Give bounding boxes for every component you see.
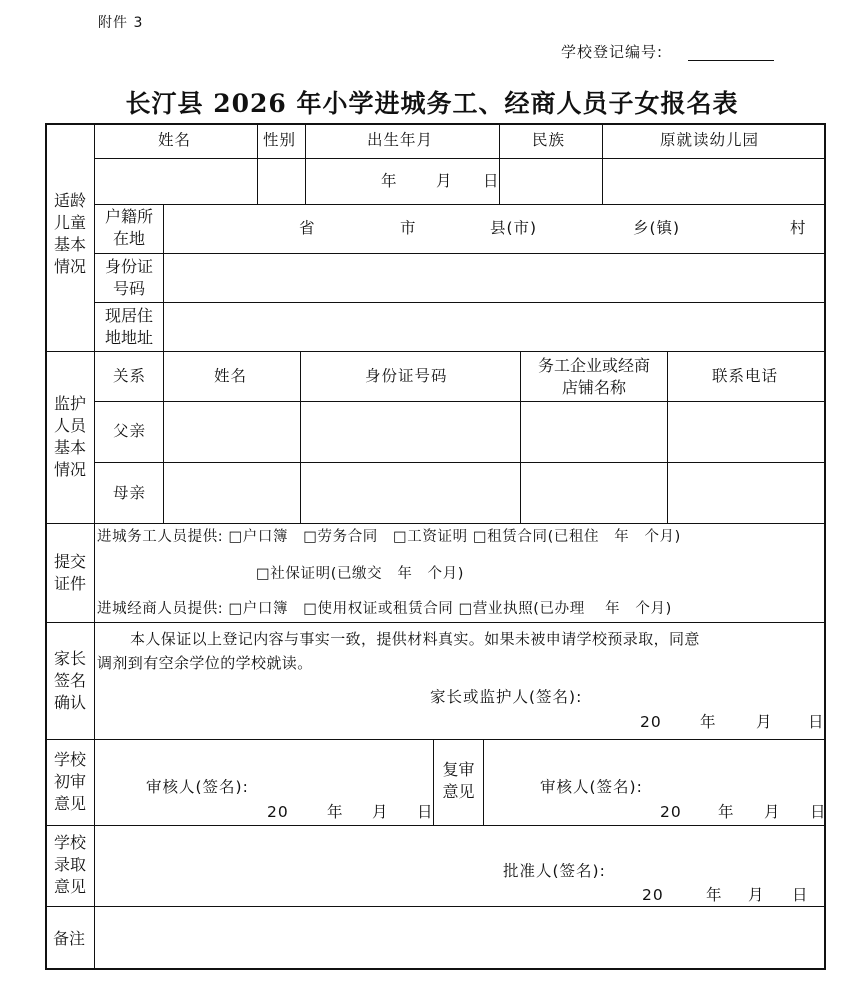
recheck-date-month: 月 (764, 803, 781, 821)
section-label-child: 适龄 儿童 基本 情况 (53, 191, 86, 276)
col-divider (602, 124, 603, 204)
notes-label: 备注 (53, 929, 86, 948)
col-divider (305, 124, 306, 204)
school-registration-label: 学校登记编号: (561, 43, 664, 61)
section-divider (46, 523, 825, 524)
col-header-phone: 联系电话 (712, 367, 779, 385)
parent-date-century: 20 (640, 713, 662, 731)
social-security-line[interactable]: □社保证明(已缴交 年 个月) (256, 566, 465, 582)
col-header-guardian-id: 身份证号码 (365, 367, 448, 385)
attachment-label: 附件 3 (98, 15, 144, 31)
notes-field[interactable] (96, 908, 824, 968)
parent-date-year: 年 (700, 713, 717, 731)
admission-date-year: 年 (706, 886, 723, 904)
approver-label: 批准人(签名): (503, 862, 606, 880)
col-header-name: 姓名 (158, 131, 192, 149)
row-divider (95, 462, 825, 463)
col-divider (483, 740, 484, 825)
admission-date-day: 日 (792, 886, 809, 904)
row-divider (95, 253, 825, 254)
parent-signer-label: 家长或监护人(签名): (430, 688, 583, 706)
hukou-county: 县(市) (490, 219, 538, 237)
hukou-village: 村 (790, 219, 807, 237)
col-header-birth: 出生年月 (367, 131, 434, 149)
child-id-field[interactable] (165, 255, 824, 301)
label-column-divider (94, 124, 95, 969)
col-header-ethnic: 民族 (532, 131, 566, 149)
recheck-date-day: 日 (810, 803, 827, 821)
section-divider (46, 622, 825, 623)
row-divider (95, 204, 825, 205)
col-header-relation: 关系 (113, 367, 147, 385)
birth-month-label: 月 (436, 172, 453, 190)
recheck-date-century: 20 (660, 803, 682, 821)
section-label-admission: 学校 录取 意见 (53, 833, 86, 896)
recheck-reviewer-label: 审核人(签名): (540, 778, 643, 796)
col-divider (499, 124, 500, 204)
col-divider (520, 352, 521, 523)
col-divider (667, 352, 668, 523)
child-address-field[interactable] (165, 304, 824, 350)
admission-date-month: 月 (748, 886, 765, 904)
id-number-label: 身份证 号码 (104, 257, 153, 298)
section-divider (46, 906, 825, 907)
father-id-field[interactable] (302, 403, 519, 461)
row-divider (95, 302, 825, 303)
mother-label: 母亲 (113, 484, 147, 502)
merchant-documents-line[interactable]: 进城经商人员提供: □户口簿 □使用权证或租赁合同 □营业执照(已办理 年 个月) (97, 601, 672, 617)
col-header-company: 务工企业或经商 店铺名称 (537, 356, 650, 397)
child-name-field[interactable] (96, 160, 256, 203)
parent-date-day: 日 (808, 713, 825, 731)
approver-signature-field[interactable] (630, 858, 820, 884)
mother-phone-field[interactable] (669, 464, 824, 522)
col-header-guardian-name: 姓名 (214, 367, 248, 385)
hukou-province: 省 (299, 219, 316, 237)
initial-date-year: 年 (327, 803, 344, 821)
address-label: 现居住 地地址 (104, 306, 153, 347)
form-title: 长汀县 2026 年小学进城务工、经商人员子女报名表 (125, 89, 739, 118)
child-gender-field[interactable] (259, 160, 304, 203)
birth-year-label: 年 (381, 172, 398, 190)
mother-company-field[interactable] (522, 464, 666, 522)
initial-date-century: 20 (267, 803, 289, 821)
col-divider (300, 352, 301, 523)
hukou-town: 乡(镇) (633, 219, 681, 237)
mother-id-field[interactable] (302, 464, 519, 522)
child-ethnic-field[interactable] (501, 160, 601, 203)
pledge-line-2: 调剂到有空余学位的学校就读。 (97, 654, 313, 672)
col-header-gender: 性别 (263, 131, 297, 149)
initial-reviewer-signature-field[interactable] (280, 774, 430, 800)
parent-signature-field[interactable] (620, 684, 820, 710)
birth-day-label: 日 (483, 172, 500, 190)
initial-date-month: 月 (372, 803, 389, 821)
col-header-kindergarten: 原就读幼儿园 (660, 131, 760, 149)
father-label: 父亲 (113, 422, 147, 440)
section-label-initial-review: 学校 初审 意见 (53, 750, 86, 813)
school-registration-number-field[interactable] (688, 60, 774, 61)
parent-date-month: 月 (756, 713, 773, 731)
col-divider (163, 204, 164, 351)
hukou-label: 户籍所 在地 (104, 207, 153, 248)
row-divider (95, 158, 825, 159)
father-phone-field[interactable] (669, 403, 824, 461)
pledge-line-1: 本人保证以上登记内容与事实一致，提供材料真实。如果未被申请学校预录取，同意 (130, 630, 700, 648)
col-divider (163, 352, 164, 523)
recheck-reviewer-signature-field[interactable] (680, 774, 820, 800)
initial-reviewer-label: 审核人(签名): (146, 778, 249, 796)
worker-documents-line[interactable]: 进城务工人员提供: □户口簿 □劳务合同 □工资证明 □租赁合同(已租住 年 个月) (97, 529, 681, 545)
section-divider (46, 739, 825, 740)
col-divider (257, 124, 258, 204)
recheck-date-year: 年 (718, 803, 735, 821)
row-divider (95, 401, 825, 402)
father-company-field[interactable] (522, 403, 666, 461)
mother-name-field[interactable] (165, 464, 299, 522)
section-label-guardian: 监护 人员 基本 情况 (53, 394, 86, 479)
hukou-city: 市 (400, 219, 417, 237)
admission-date-century: 20 (642, 886, 664, 904)
section-divider (46, 825, 825, 826)
father-name-field[interactable] (165, 403, 299, 461)
section-label-parent-sign: 家长 签名 确认 (53, 649, 86, 712)
initial-date-day: 日 (417, 803, 434, 821)
child-kindergarten-field[interactable] (604, 160, 824, 203)
section-label-documents: 提交 证件 (53, 552, 86, 593)
recheck-label: 复审 意见 (442, 760, 475, 801)
